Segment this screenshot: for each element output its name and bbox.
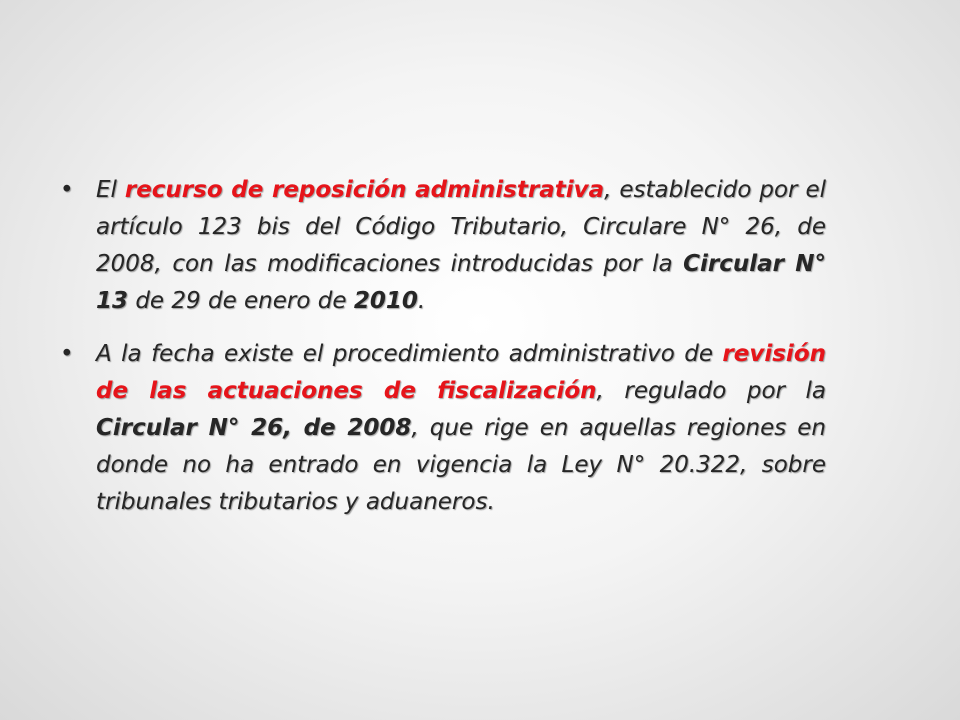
bullet-marker: • [60,341,74,367]
text-run: A la fecha existe el procedimiento administrativo de [96,341,723,367]
text-run: , que rige en aquellas regiones en donde no ha entrado en vigencia la Ley N° 20.322, sobre tribunales tributarios y aduaneros. [96,415,826,515]
text-run: , regulado por la [596,378,827,404]
text-run: . [417,288,426,314]
bullet-list [56,172,826,537]
bullet-item-revision-actuaciones [56,336,826,521]
text-run: de 29 de enero de [128,288,354,314]
bold-year-2010: 2010 [353,288,418,314]
text-run: El [96,177,125,203]
highlight-revision-fiscalizacion: revisión de las actuaciones de fiscalización [96,341,826,404]
text-run: , establecido por el artículo 123 bis del Código Tributario, Circulare N° 26, de 2008, con las modificaciones introducidas por la [96,177,826,277]
bold-circular-26: Circular N° 26, de 2008 [96,415,412,441]
highlight-recurso-de-reposicion: recurso de reposición administrativa [124,177,605,203]
bullet-item-recurso-reposicion [56,172,826,320]
bullet-marker: • [60,177,74,203]
bold-circular-13: Circular N° 13 [96,251,826,314]
